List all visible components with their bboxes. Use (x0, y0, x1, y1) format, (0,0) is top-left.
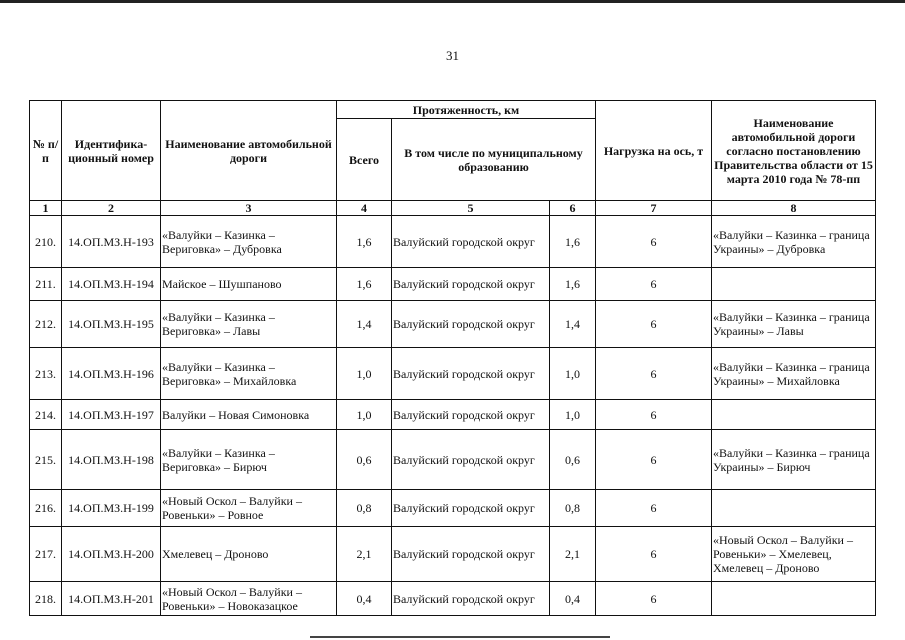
row-road-name: «Новый Оскол – Валуйки – Ровеньки» – Новоказацкое (161, 582, 337, 616)
row-gov-name (712, 268, 876, 301)
table-row (30, 400, 876, 430)
roads-table (29, 100, 876, 616)
row-num: 215. (30, 430, 62, 490)
column-number: 7 (596, 201, 712, 216)
row-total-length: 0,6 (337, 430, 392, 490)
row-municipality-length: 1,4 (550, 301, 596, 348)
row-gov-name: «Валуйки – Казинка – граница Украины» – Лавы (712, 301, 876, 348)
row-road-name: «Валуйки – Казинка – Вериговка» – Михайловка (161, 348, 337, 400)
row-municipality-length: 1,6 (550, 216, 596, 268)
row-municipality-length: 0,4 (550, 582, 596, 616)
row-num: 216. (30, 490, 62, 527)
row-num: 218. (30, 582, 62, 616)
row-axle-load: 6 (596, 216, 712, 268)
row-road-name: Майское – Шушпаново (161, 268, 337, 301)
row-municipality-length: 1,6 (550, 268, 596, 301)
table-row (30, 348, 876, 400)
row-gov-name: «Новый Оскол – Валуйки – Ровеньки» – Хмелевец, Хмелевец – Дроново (712, 527, 876, 582)
table-row (30, 301, 876, 348)
row-municipality: Валуйский городской округ (392, 490, 550, 527)
page-number: 31 (446, 48, 459, 63)
row-total-length: 2,1 (337, 527, 392, 582)
row-id: 14.ОП.МЗ.Н-194 (62, 268, 161, 301)
row-municipality: Валуйский городской округ (392, 301, 550, 348)
table-row (30, 268, 876, 301)
row-id: 14.ОП.МЗ.Н-198 (62, 430, 161, 490)
table-row (30, 582, 876, 616)
row-total-length: 1,0 (337, 400, 392, 430)
row-axle-load: 6 (596, 348, 712, 400)
column-number: 4 (337, 201, 392, 216)
row-municipality-length: 1,0 (550, 400, 596, 430)
row-axle-load: 6 (596, 301, 712, 348)
row-num: 213. (30, 348, 62, 400)
header-length-group: Протяженность, км (337, 101, 596, 119)
row-municipality-length: 0,8 (550, 490, 596, 527)
table-row (30, 527, 876, 582)
row-axle-load: 6 (596, 582, 712, 616)
header-gov-name: Наименование автомобильной дороги согласно постановлению Правительства области от 15 марта 2010 года № 78-пп (712, 101, 876, 201)
row-gov-name: «Валуйки – Казинка – граница Украины» – Дубровка (712, 216, 876, 268)
row-num: 214. (30, 400, 62, 430)
row-municipality-length: 1,0 (550, 348, 596, 400)
header-num: № п/п (30, 101, 62, 201)
row-axle-load: 6 (596, 268, 712, 301)
row-axle-load: 6 (596, 527, 712, 582)
row-id: 14.ОП.МЗ.Н-199 (62, 490, 161, 527)
header-including: В том числе по муниципальному образованию (392, 119, 596, 201)
row-id: 14.ОП.МЗ.Н-196 (62, 348, 161, 400)
row-axle-load: 6 (596, 400, 712, 430)
table-row (30, 430, 876, 490)
column-number: 3 (161, 201, 337, 216)
header-row-1 (30, 101, 876, 119)
row-id: 14.ОП.МЗ.Н-195 (62, 301, 161, 348)
row-municipality: Валуйский городской округ (392, 430, 550, 490)
row-axle-load: 6 (596, 490, 712, 527)
row-gov-name (712, 582, 876, 616)
row-municipality-length: 2,1 (550, 527, 596, 582)
column-number: 2 (62, 201, 161, 216)
table-row (30, 216, 876, 268)
row-road-name: «Новый Оскол – Валуйки – Ровеньки» – Ровное (161, 490, 337, 527)
row-id: 14.ОП.МЗ.Н-193 (62, 216, 161, 268)
row-municipality: Валуйский городской округ (392, 527, 550, 582)
top-rule (0, 0, 905, 3)
row-id: 14.ОП.МЗ.Н-201 (62, 582, 161, 616)
row-num: 212. (30, 301, 62, 348)
row-axle-load: 6 (596, 430, 712, 490)
row-num: 210. (30, 216, 62, 268)
row-municipality: Валуйский городской округ (392, 268, 550, 301)
row-municipality: Валуйский городской округ (392, 400, 550, 430)
row-num: 217. (30, 527, 62, 582)
row-gov-name: «Валуйки – Казинка – граница Украины» – Бирюч (712, 430, 876, 490)
column-number: 6 (550, 201, 596, 216)
column-number: 8 (712, 201, 876, 216)
row-gov-name (712, 490, 876, 527)
row-id: 14.ОП.МЗ.Н-200 (62, 527, 161, 582)
row-gov-name (712, 400, 876, 430)
header-id: Идентифика-ционный номер (62, 101, 161, 201)
column-number: 1 (30, 201, 62, 216)
row-municipality-length: 0,6 (550, 430, 596, 490)
row-municipality: Валуйский городской округ (392, 348, 550, 400)
row-total-length: 1,0 (337, 348, 392, 400)
row-municipality: Валуйский городской округ (392, 582, 550, 616)
table-row (30, 490, 876, 527)
row-id: 14.ОП.МЗ.Н-197 (62, 400, 161, 430)
header-load: Нагрузка на ось, т (596, 101, 712, 201)
row-total-length: 1,6 (337, 216, 392, 268)
row-total-length: 0,4 (337, 582, 392, 616)
header-total: Всего (337, 119, 392, 201)
row-num: 211. (30, 268, 62, 301)
row-road-name: Валуйки – Новая Симоновка (161, 400, 337, 430)
row-municipality: Валуйский городской округ (392, 216, 550, 268)
row-road-name: «Валуйки – Казинка – Вериговка» – Дубровка (161, 216, 337, 268)
bottom-rule (310, 636, 610, 638)
column-number: 5 (392, 201, 550, 216)
row-total-length: 1,6 (337, 268, 392, 301)
row-road-name: Хмелевец – Дроново (161, 527, 337, 582)
header-name: Наименование автомобильной дороги (161, 101, 337, 201)
row-total-length: 1,4 (337, 301, 392, 348)
row-road-name: «Валуйки – Казинка – Вериговка» – Бирюч (161, 430, 337, 490)
column-numbers-row (30, 201, 876, 216)
row-gov-name: «Валуйки – Казинка – граница Украины» – Михайловка (712, 348, 876, 400)
row-road-name: «Валуйки – Казинка – Вериговка» – Лавы (161, 301, 337, 348)
row-total-length: 0,8 (337, 490, 392, 527)
